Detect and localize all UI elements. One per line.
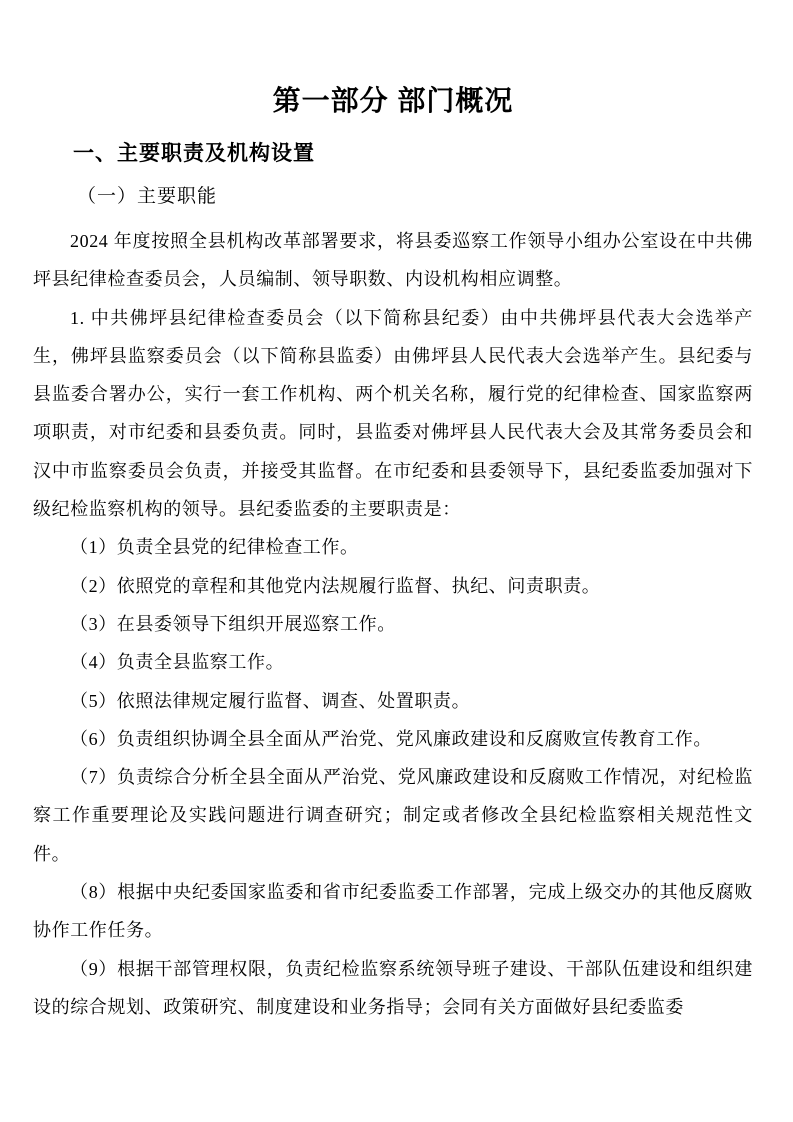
paragraph-duty-3: （3）在县委领导下组织开展巡察工作。 [70, 613, 396, 634]
paragraph-org-overview: 1. 中共佛坪县纪律检查委员会（以下简称县纪委）由中共佛坪县代表大会选举产生，佛坪县监察委员会（以下简称县监委）由佛坪县人民代表大会选举产生。县纪委与县监委合署办公，实行一套工作机构、两个机关名称，履行党的纪律检查、国家监察两项职责，对市纪委和县委负责。同时，县监委对佛坪县人民代表大会及其常务委员会和汉中市监察委员会负责，并接受其监督。在市纪委和县委领导下，县纪委监委加强对下级纪检监察机构的领导。县纪委监委的主要职责是： [33, 307, 753, 520]
paragraph-duty-5: （5）依照法律规定履行监督、调查、处置职责。 [70, 690, 471, 711]
paragraph-duty-8: （8）根据中央纪委国家监委和省市纪委监委工作部署，完成上级交办的其他反腐败协作工作任务。 [33, 882, 753, 941]
paragraph-duty-6: （6）负责组织协调全县全面从严治党、党风廉政建设和反腐败宣传教育工作。 [70, 728, 712, 749]
paragraph-duty-9: （9）根据干部管理权限，负责纪检监察系统领导班子建设、干部队伍建设和组织建设的综合规划、政策研究、制度建设和业务指导；会同有关方面做好县纪委监委 [33, 958, 753, 1017]
paragraph-intro: 2024 年度按照全县机构改革部署要求，将县委巡察工作领导小组办公室设在中共佛坪县纪律检查委员会，人员编制、领导职数、内设机构相应调整。 [33, 231, 753, 290]
paragraph-duty-7: （7）负责综合分析全县全面从严治党、党风廉政建设和反腐败工作情况，对纪检监察工作重要理论及实践问题进行调查研究；制定或者修改全县纪检监察相关规范性文件。 [33, 767, 753, 864]
paragraph-duty-2: （2）依照党的章程和其他党内法规履行监督、执纪、问责职责。 [70, 575, 601, 596]
subsection-heading: （一）主要职能 [77, 186, 218, 207]
page-title: 第一部分 部门概况 [272, 85, 514, 116]
section-heading: 一、主要职责及机构设置 [73, 142, 315, 165]
document-body [33, 222, 753, 1026]
paragraph-duty-4: （4）负责全县监察工作。 [70, 652, 285, 673]
paragraph-duty-1: （1）负责全县党的纪律检查工作。 [70, 537, 359, 558]
